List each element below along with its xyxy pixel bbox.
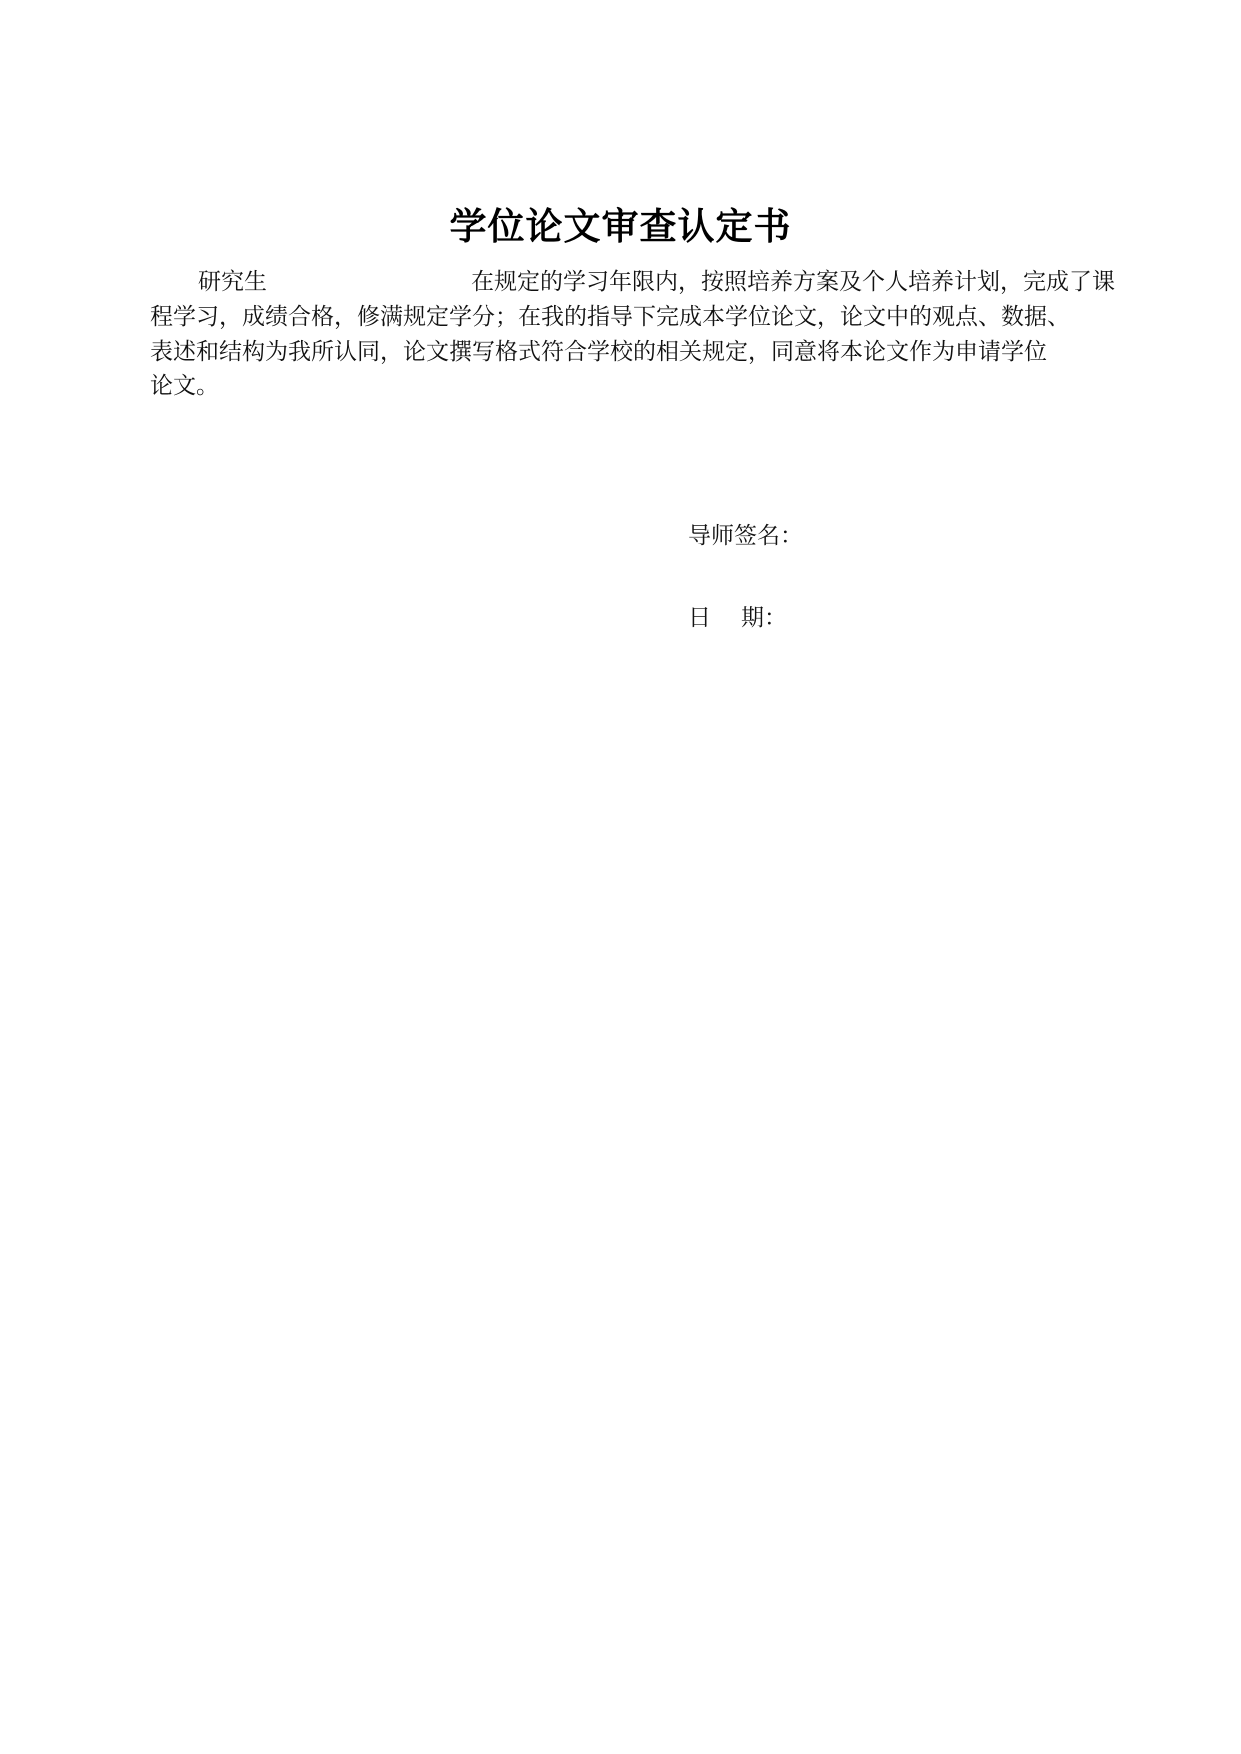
paragraph-line-2: 程学习，成绩合格，修满规定学分；在我的指导下完成本学位论文，论文中的观点、数据、 <box>150 303 1070 330</box>
line-1-lead <box>198 265 409 300</box>
student-label: 研究生 <box>198 269 267 295</box>
paragraph-line-1 <box>150 265 1115 300</box>
paragraph-line-3: 表述和结构为我所认同，论文撰写格式符合学校的相关规定，同意将本论文作为申请学位 <box>150 338 1047 365</box>
paragraph-line-4: 论文。 <box>150 373 219 400</box>
date-label-rest: 期： <box>741 605 787 631</box>
document-title: 学位论文审查认定书 <box>449 205 792 248</box>
advisor-signature-label: 导师签名： <box>688 523 803 549</box>
date-label <box>688 602 787 634</box>
line-1-text: 在规定的学习年限内，按照培养方案及个人培养计划，完成了课 <box>471 269 1115 295</box>
date-label-char: 日 <box>688 605 741 631</box>
certification-paragraph <box>150 265 1115 404</box>
